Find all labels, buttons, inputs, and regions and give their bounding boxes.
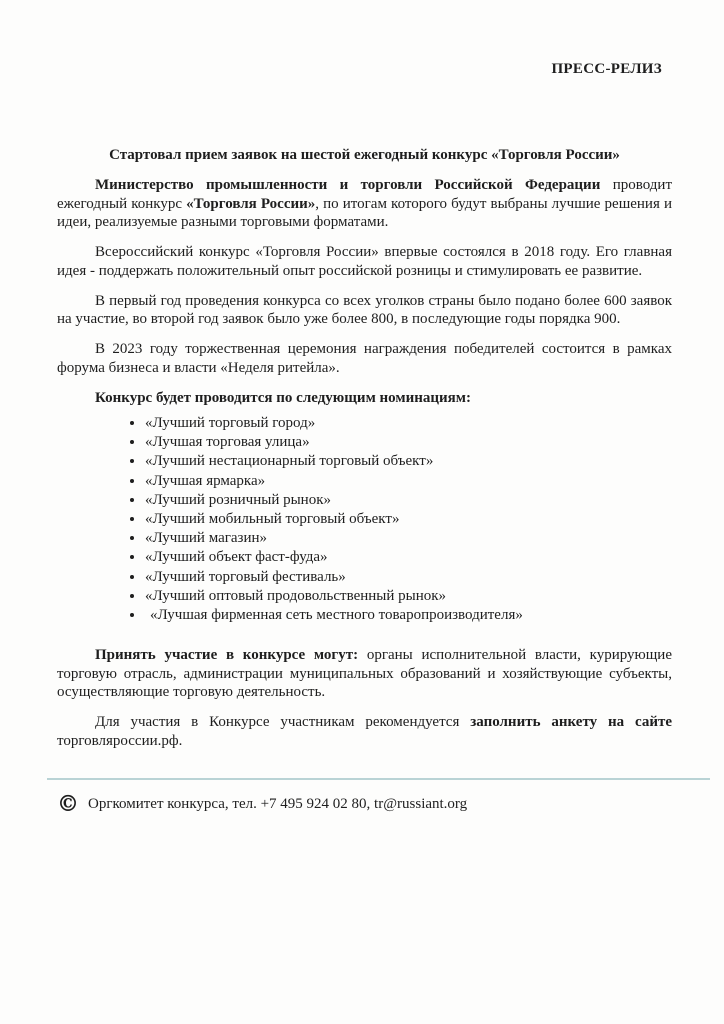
copyright-icon: ©	[57, 791, 79, 818]
contest-name-bold: «Торговля России»	[186, 195, 316, 212]
application-site-bold: заполнить анкету на сайте	[470, 714, 672, 731]
paragraph-ceremony-2023: В 2023 году торжественная церемония награждения победителей состоится в рамках форума бизнеса и власти «Неделя ритейла».	[57, 341, 672, 376]
ministry-name-bold: Министерство промышленности и торговли Российской Федерации	[95, 177, 601, 193]
paragraph-ministry-text-2: , по итогам которого будут выбраны лучшие решения и идеи, реализуемые разными торговыми форматами.	[57, 195, 672, 230]
paragraph-statistics: В первый год проведения конкурса со всех уголков страны было подано более 600 заявок на участие, во второй год заявок было уже более 800, в последующие годы порядка 900.	[57, 292, 672, 327]
list-item: • «Лучшая торговая улица»	[145, 433, 672, 452]
paragraph-application	[57, 713, 672, 750]
paragraph-application-text: Для участия в Конкурсе участникам рекомендуется	[95, 714, 471, 731]
list-item: • «Лучший оптовый продовольственный рынок»	[145, 587, 672, 606]
participants-lead-bold: Принять участие в конкурсе могут:	[95, 647, 359, 664]
list-item: • «Лучший мобильный торговый объект»	[145, 510, 672, 529]
paragraph-ministry-text: проводит ежегодный конкурс	[57, 177, 672, 212]
list-item: • «Лучший магазин»	[145, 529, 672, 548]
document-type-label: ПРЕСС-РЕЛИЗ	[551, 61, 662, 77]
nominations-heading: Конкурс будет проводится по следующим номинациям:	[95, 389, 472, 406]
list-item: • «Лучшая ярмарка»	[145, 472, 672, 491]
list-item: • «Лучший торговый город»	[145, 414, 672, 433]
document-title: Стартовал прием заявок на шестой ежегодный конкурс «Торговля России»	[109, 146, 620, 163]
paragraph-participants-text: органы исполнительной власти, курирующие торговую отрасль, администрации муниципальных образований и хозяйствующие субъекты, осуществляющие торговую деятельность.	[57, 647, 672, 701]
list-item: • «Лучший нестационарный торговый объект»	[145, 452, 672, 471]
footer	[57, 791, 672, 818]
paragraph-ministry	[57, 176, 672, 232]
paragraph-application-site: торговляроссии.рф.	[57, 732, 183, 749]
nominations-list	[57, 414, 672, 625]
footer-contact-text: Оргкомитет конкурса, тел. +7 495 924 02 80, tr@russiant.org	[88, 795, 468, 812]
paragraph-history: Всероссийский конкурс «Торговля России» впервые состоялся в 2018 году. Его главная идея - поддержать положительный опыт российской розницы и стимулировать ее развитие.	[57, 244, 672, 279]
paragraph-participants	[57, 646, 672, 702]
list-item: • «Лучший объект фаст-фуда»	[145, 548, 672, 567]
list-item: • «Лучший торговый фестиваль»	[145, 568, 672, 587]
list-item: • «Лучший розничный рынок»	[145, 491, 672, 510]
list-item: • «Лучшая фирменная сеть местного товаропроизводителя»	[145, 606, 672, 625]
footer-divider	[47, 778, 710, 780]
